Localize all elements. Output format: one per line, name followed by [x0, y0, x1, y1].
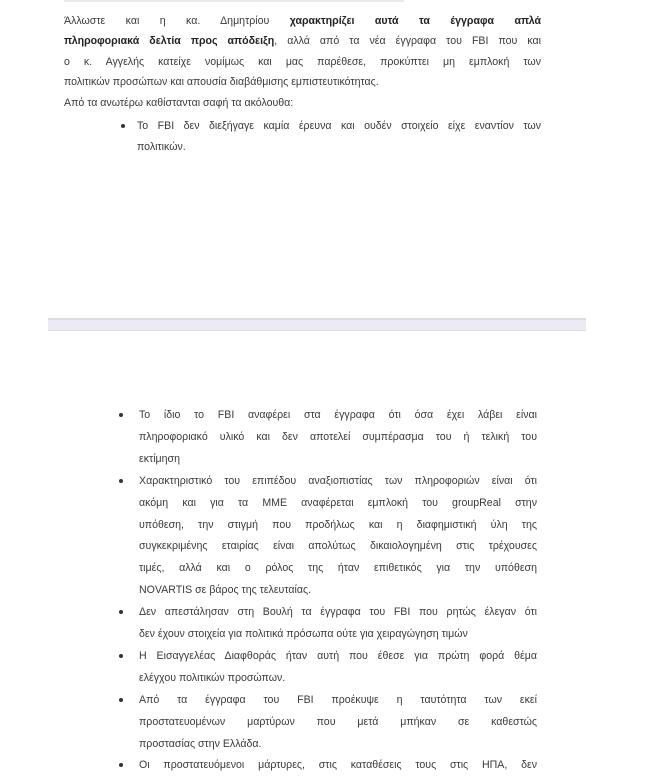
bullet-item-line — [139, 737, 537, 751]
paragraph-line — [64, 34, 541, 48]
paragraph-line — [64, 55, 541, 69]
bold-text: χαρακτηρίζει αυτά τα έγγραφα απλά — [289, 15, 541, 27]
paragraph-line — [64, 75, 541, 89]
bullet-item-line — [139, 715, 537, 729]
bullet-item-line — [139, 671, 537, 685]
bullet-item-line — [139, 693, 537, 707]
bullet-item-line — [139, 496, 537, 510]
bullet-icon — [119, 610, 123, 614]
bullet-icon — [119, 763, 123, 767]
text: ελέγχου πολιτικών προσώπων. — [139, 671, 286, 684]
text: , αλλά από τα νέα έγγραφα του FBI που και — [274, 35, 541, 48]
bullet-item-line — [139, 605, 537, 619]
bold-text: πληροφοριακά δελτία προς απόδειξη — [64, 35, 275, 48]
text: εκτίμηση — [139, 452, 180, 465]
text: Από τα έγγραφα του FBI προέκυψε η ταυτότητα των εκεί — [139, 693, 537, 706]
bullet-item-line — [139, 758, 537, 772]
page-break — [48, 318, 586, 331]
text: δεν έχουν στοιχεία για πολιτικά πρόσωπα ούτε για χειραγώγηση τιμών — [139, 628, 468, 640]
bullet-icon — [119, 698, 123, 702]
text: Το ίδιο το FBI αναφέρει στα έγγραφα ότι όσα έχει λάβει είναι — [139, 409, 537, 421]
text: πληροφοριακό υλικό και δεν αποτελεί συμπέρασμα του ή τελική του — [139, 430, 537, 443]
text: προστασίας στην Ελλάδα. — [139, 737, 262, 750]
bullet-icon — [119, 413, 123, 417]
text: υπόθεση, την στιγμή που προδήλως και η διαφημιστική ύλη της — [139, 518, 537, 531]
bullet-item-line — [139, 430, 537, 444]
text: ο κ. Αγγελής κατείχε νομίμως και μας παρέθεσε, προκύπτει μη εμπλοκή των — [64, 55, 541, 68]
text: NOVARTIS σε βάρος της τελευταίας. — [139, 584, 312, 597]
text: προστατευομένων μαρτύρων που μετά μπήκαν σε καθεστώς — [139, 715, 537, 728]
bullet-item-line — [139, 583, 537, 597]
bullet-icon — [119, 479, 123, 483]
bullet-item-line — [139, 539, 537, 553]
text: Χαρακτηριστικό του επιπέδου αναξιοπιστίας των πληροφοριών είναι ότι — [139, 474, 537, 487]
bullet-item-line — [139, 474, 537, 488]
bullet-item-line — [139, 627, 537, 641]
bullet-item-line — [137, 119, 541, 133]
bullet-item-line — [139, 452, 537, 466]
text: Οι προστατευόμενοι μάρτυρες, στις καταθέσεις τους στις ΗΠΑ, δεν — [139, 759, 537, 772]
bullet-item-line — [139, 561, 537, 575]
paragraph-line — [64, 14, 541, 28]
text: πολιτικών προσώπων και απουσία διαβάθμισης εμπιστευτικότητας. — [64, 76, 379, 89]
paragraph-line — [64, 96, 541, 110]
text: Δεν απεστάλησαν στη Βουλή τα έγγραφα του FBI που ρητώς έλεγαν ότι — [139, 606, 537, 619]
cut-off-previous-line — [64, 0, 404, 2]
text: Το FBI δεν διεξήγαγε καμία έρευνα και ουδέν στοιχείο είχε εναντίον των — [137, 120, 541, 132]
text: Άλλωστε και η κα. Δημητρίου — [64, 15, 290, 27]
bullet-icon — [119, 654, 123, 658]
text: Από τα ανωτέρω καθίστανται σαφή τα ακόλουθα: — [64, 97, 294, 109]
bullet-item-line — [137, 140, 541, 154]
text: ακόμη και για τα ΜΜΕ αναφέρεται εμπλοκή του groupReal στην — [139, 496, 537, 509]
bullet-item-line — [139, 518, 537, 532]
text: τιμές, αλλά και ο ρόλος της ήταν επιθετικός για την υπόθεση — [139, 562, 537, 575]
text: Η Εισαγγελέας Διαφθοράς ήταν αυτή που έθεσε για πρώτη φορά θέμα — [139, 649, 537, 662]
bullet-item-line — [139, 408, 537, 422]
text: πολιτικών. — [137, 140, 186, 153]
bullet-icon — [121, 124, 125, 128]
bullet-item-line — [139, 649, 537, 663]
text: συγκεκριμένης εταιρίας είναι απολύτως δικαιολογημένη στις τρέχουσες — [139, 540, 537, 553]
